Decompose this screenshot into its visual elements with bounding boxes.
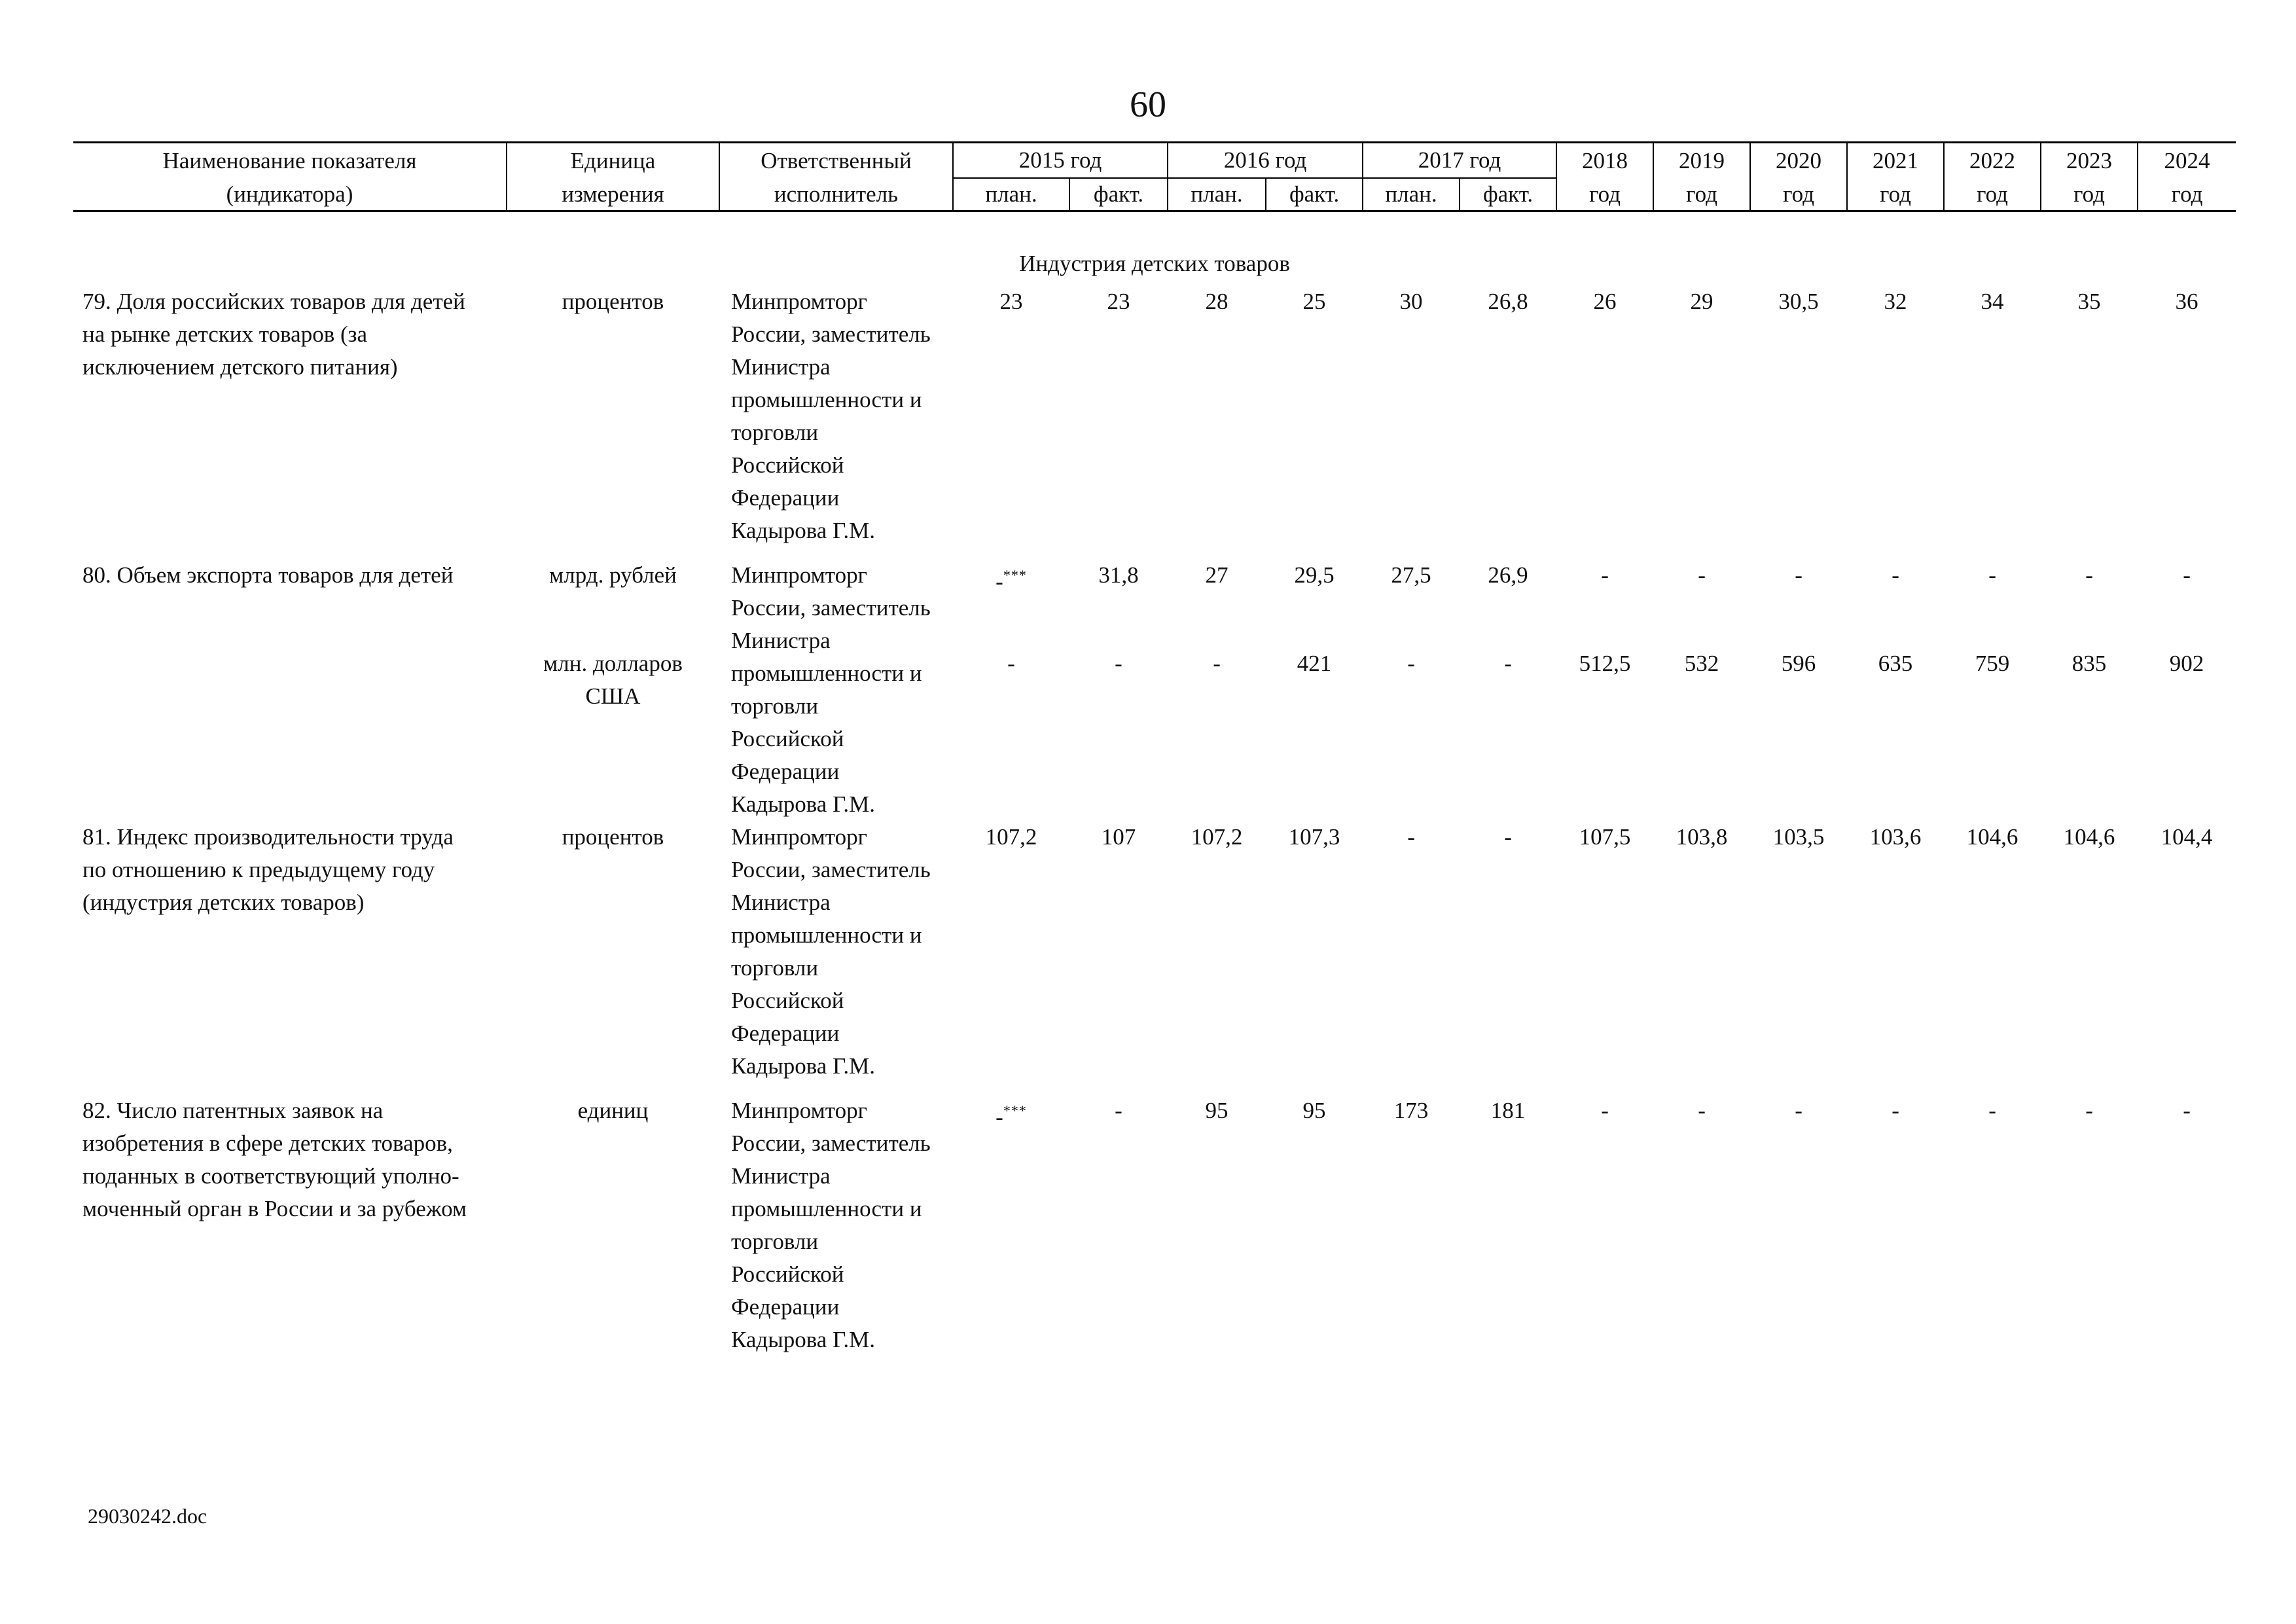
header-2022-god: год [1944, 178, 2041, 211]
header-2015: 2015 год [953, 143, 1168, 179]
value-cell: 26 [1593, 289, 1617, 314]
header-2016-plan: план. [1168, 178, 1266, 211]
header-2015-plan: план. [953, 178, 1069, 211]
value-cell: 107,2 [1191, 824, 1243, 850]
header-name-sub: (индикатора) [73, 178, 507, 211]
header-2017: 2017 год [1363, 143, 1556, 179]
value-cell: - [1601, 1098, 1609, 1123]
indicator-name: 81. Индекс производительности труда по отношению к предыдущему году (индустрия детских товаров) [82, 824, 454, 915]
value-cell: 421 [1297, 650, 1332, 676]
value-cell: - [2183, 562, 2191, 588]
value-cell: 104,6 [2063, 824, 2115, 850]
value-cell: - [1407, 650, 1415, 676]
value-cell: - [1795, 562, 1803, 588]
value-cell: 635 [1878, 650, 1913, 676]
indicator-name: 79. Доля российских товаров для детей на рынке детских товаров (за исключением детского питания) [82, 289, 465, 380]
header-executor: Ответственный [719, 143, 953, 179]
executor-cell: Минпромторг России, заместитель Министра промышленности и торговли Российской Федерации Кадырова Г.М. [731, 289, 931, 543]
table-row [73, 1094, 2236, 1368]
value-cell: 103,5 [1772, 824, 1825, 850]
page-number: 60 [1130, 84, 1166, 125]
table-header [73, 143, 2236, 211]
value-cell: 34 [1981, 289, 2004, 314]
header-2024: 2024 [2138, 143, 2236, 179]
value-cell: 759 [1975, 650, 2010, 676]
unit-cell: единиц [577, 1098, 649, 1123]
value-cell: - [1988, 562, 1996, 588]
value-cell: 26,8 [1488, 289, 1528, 314]
value-cell: 29,5 [1294, 562, 1335, 588]
indicator-name: 80. Объем экспорта товаров для детей [82, 562, 454, 588]
value-cell: - [1601, 562, 1609, 588]
executor-cell: Минпромторг России, заместитель Министра промышленности и торговли Российской Федерации Кадырова Г.М. [731, 562, 931, 817]
indicator-name: 82. Число патентных заявок на изобретения в сфере детских товаров, поданных в соответствующий уполно- моченный орган в России и за рубежом [82, 1098, 467, 1221]
value-cell: - [1698, 1098, 1706, 1123]
header-2017-plan: план. [1363, 178, 1460, 211]
header-2017-fact: факт. [1460, 178, 1556, 211]
indicators-table [73, 141, 2236, 1368]
header-2024-god: год [2138, 178, 2236, 211]
value-cell: 107,2 [985, 824, 1037, 850]
header-2023-god: год [2041, 178, 2138, 211]
value-cell: 30 [1399, 289, 1423, 314]
table-row [73, 285, 2236, 559]
value-cell: - [1795, 1098, 1803, 1123]
header-2020-god: год [1750, 178, 1847, 211]
value-cell: - [2183, 1098, 2191, 1123]
header-2023: 2023 [2041, 143, 2138, 179]
value-cell: - [1698, 562, 1706, 588]
unit-cell: процентов [562, 289, 664, 314]
header-2015-fact: факт. [1069, 178, 1168, 211]
value-cell: 25 [1302, 289, 1326, 314]
unit-cell: млн. долларов США [543, 650, 683, 709]
value-cell: -*** [996, 1102, 1027, 1130]
header-2016: 2016 год [1168, 143, 1363, 179]
header-2019-god: год [1653, 178, 1750, 211]
table-row [73, 821, 2236, 1094]
value-cell: 29 [1690, 289, 1713, 314]
header-2022: 2022 [1944, 143, 2041, 179]
value-cell: 835 [2072, 650, 2107, 676]
value-cell: - [1115, 650, 1122, 676]
value-cell: 95 [1302, 1098, 1326, 1123]
footer-filename: 29030242.doc [88, 1504, 207, 1528]
value-cell: 32 [1884, 289, 1907, 314]
value-cell: - [1115, 1098, 1122, 1123]
value-cell: - [1007, 650, 1015, 676]
value-cell: 181 [1490, 1098, 1526, 1123]
value-cell: 512,5 [1579, 650, 1631, 676]
header-2021: 2021 [1847, 143, 1944, 179]
value-cell: 35 [2077, 289, 2101, 314]
value-cell: - [1504, 824, 1512, 850]
header-unit: Единица [507, 143, 719, 179]
value-cell: - [1892, 1098, 1899, 1123]
value-cell: - [2085, 1098, 2093, 1123]
header-2016-fact: факт. [1266, 178, 1363, 211]
value-cell: 27,5 [1391, 562, 1431, 588]
value-cell: 103,6 [1869, 824, 1922, 850]
value-cell: 107 [1101, 824, 1136, 850]
value-cell: - [2085, 562, 2093, 588]
value-cell: -*** [996, 567, 1027, 594]
table-row [73, 559, 2236, 647]
header-2018: 2018 [1556, 143, 1653, 179]
value-cell: 173 [1393, 1098, 1429, 1123]
value-cell: 107,5 [1579, 824, 1631, 850]
header-2018-god: год [1556, 178, 1653, 211]
value-cell: 104,4 [2161, 824, 2213, 850]
value-cell: 23 [1107, 289, 1130, 314]
header-unit-sub: измерения [507, 178, 719, 211]
value-cell: 596 [1781, 650, 1816, 676]
value-cell: 107,3 [1288, 824, 1340, 850]
value-cell: 104,6 [1966, 824, 2018, 850]
value-cell: 31,8 [1098, 562, 1139, 588]
value-cell: 902 [2169, 650, 2204, 676]
value-cell: - [1504, 650, 1512, 676]
section-title: Индустрия детских товаров [1019, 251, 1290, 276]
value-cell: 27 [1205, 562, 1229, 588]
value-cell: - [1988, 1098, 1996, 1123]
executor-cell: Минпромторг России, заместитель Министра промышленности и торговли Российской Федерации Кадырова Г.М. [731, 1098, 931, 1352]
value-cell: 23 [999, 289, 1023, 314]
value-cell: 36 [2175, 289, 2198, 314]
footnote-mark: *** [1003, 567, 1027, 583]
header-2021-god: год [1847, 178, 1944, 211]
footnote-mark: *** [1003, 1102, 1027, 1119]
value-cell: 95 [1205, 1098, 1229, 1123]
header-name: Наименование показателя [73, 143, 507, 179]
value-cell: - [1213, 650, 1221, 676]
header-2019: 2019 [1653, 143, 1750, 179]
value-cell: 26,9 [1488, 562, 1528, 588]
value-cell: 532 [1684, 650, 1719, 676]
value-cell: 28 [1205, 289, 1229, 314]
header-executor-sub: исполнитель [719, 178, 953, 211]
value-cell: 103,8 [1676, 824, 1728, 850]
value-cell: - [1892, 562, 1899, 588]
unit-cell: млрд. рублей [549, 562, 677, 588]
value-cell: - [1407, 824, 1415, 850]
value-cell: 30,5 [1778, 289, 1819, 314]
executor-cell: Минпромторг России, заместитель Министра промышленности и торговли Российской Федерации Кадырова Г.М. [731, 824, 931, 1079]
header-2020: 2020 [1750, 143, 1847, 179]
unit-cell: процентов [562, 824, 664, 850]
